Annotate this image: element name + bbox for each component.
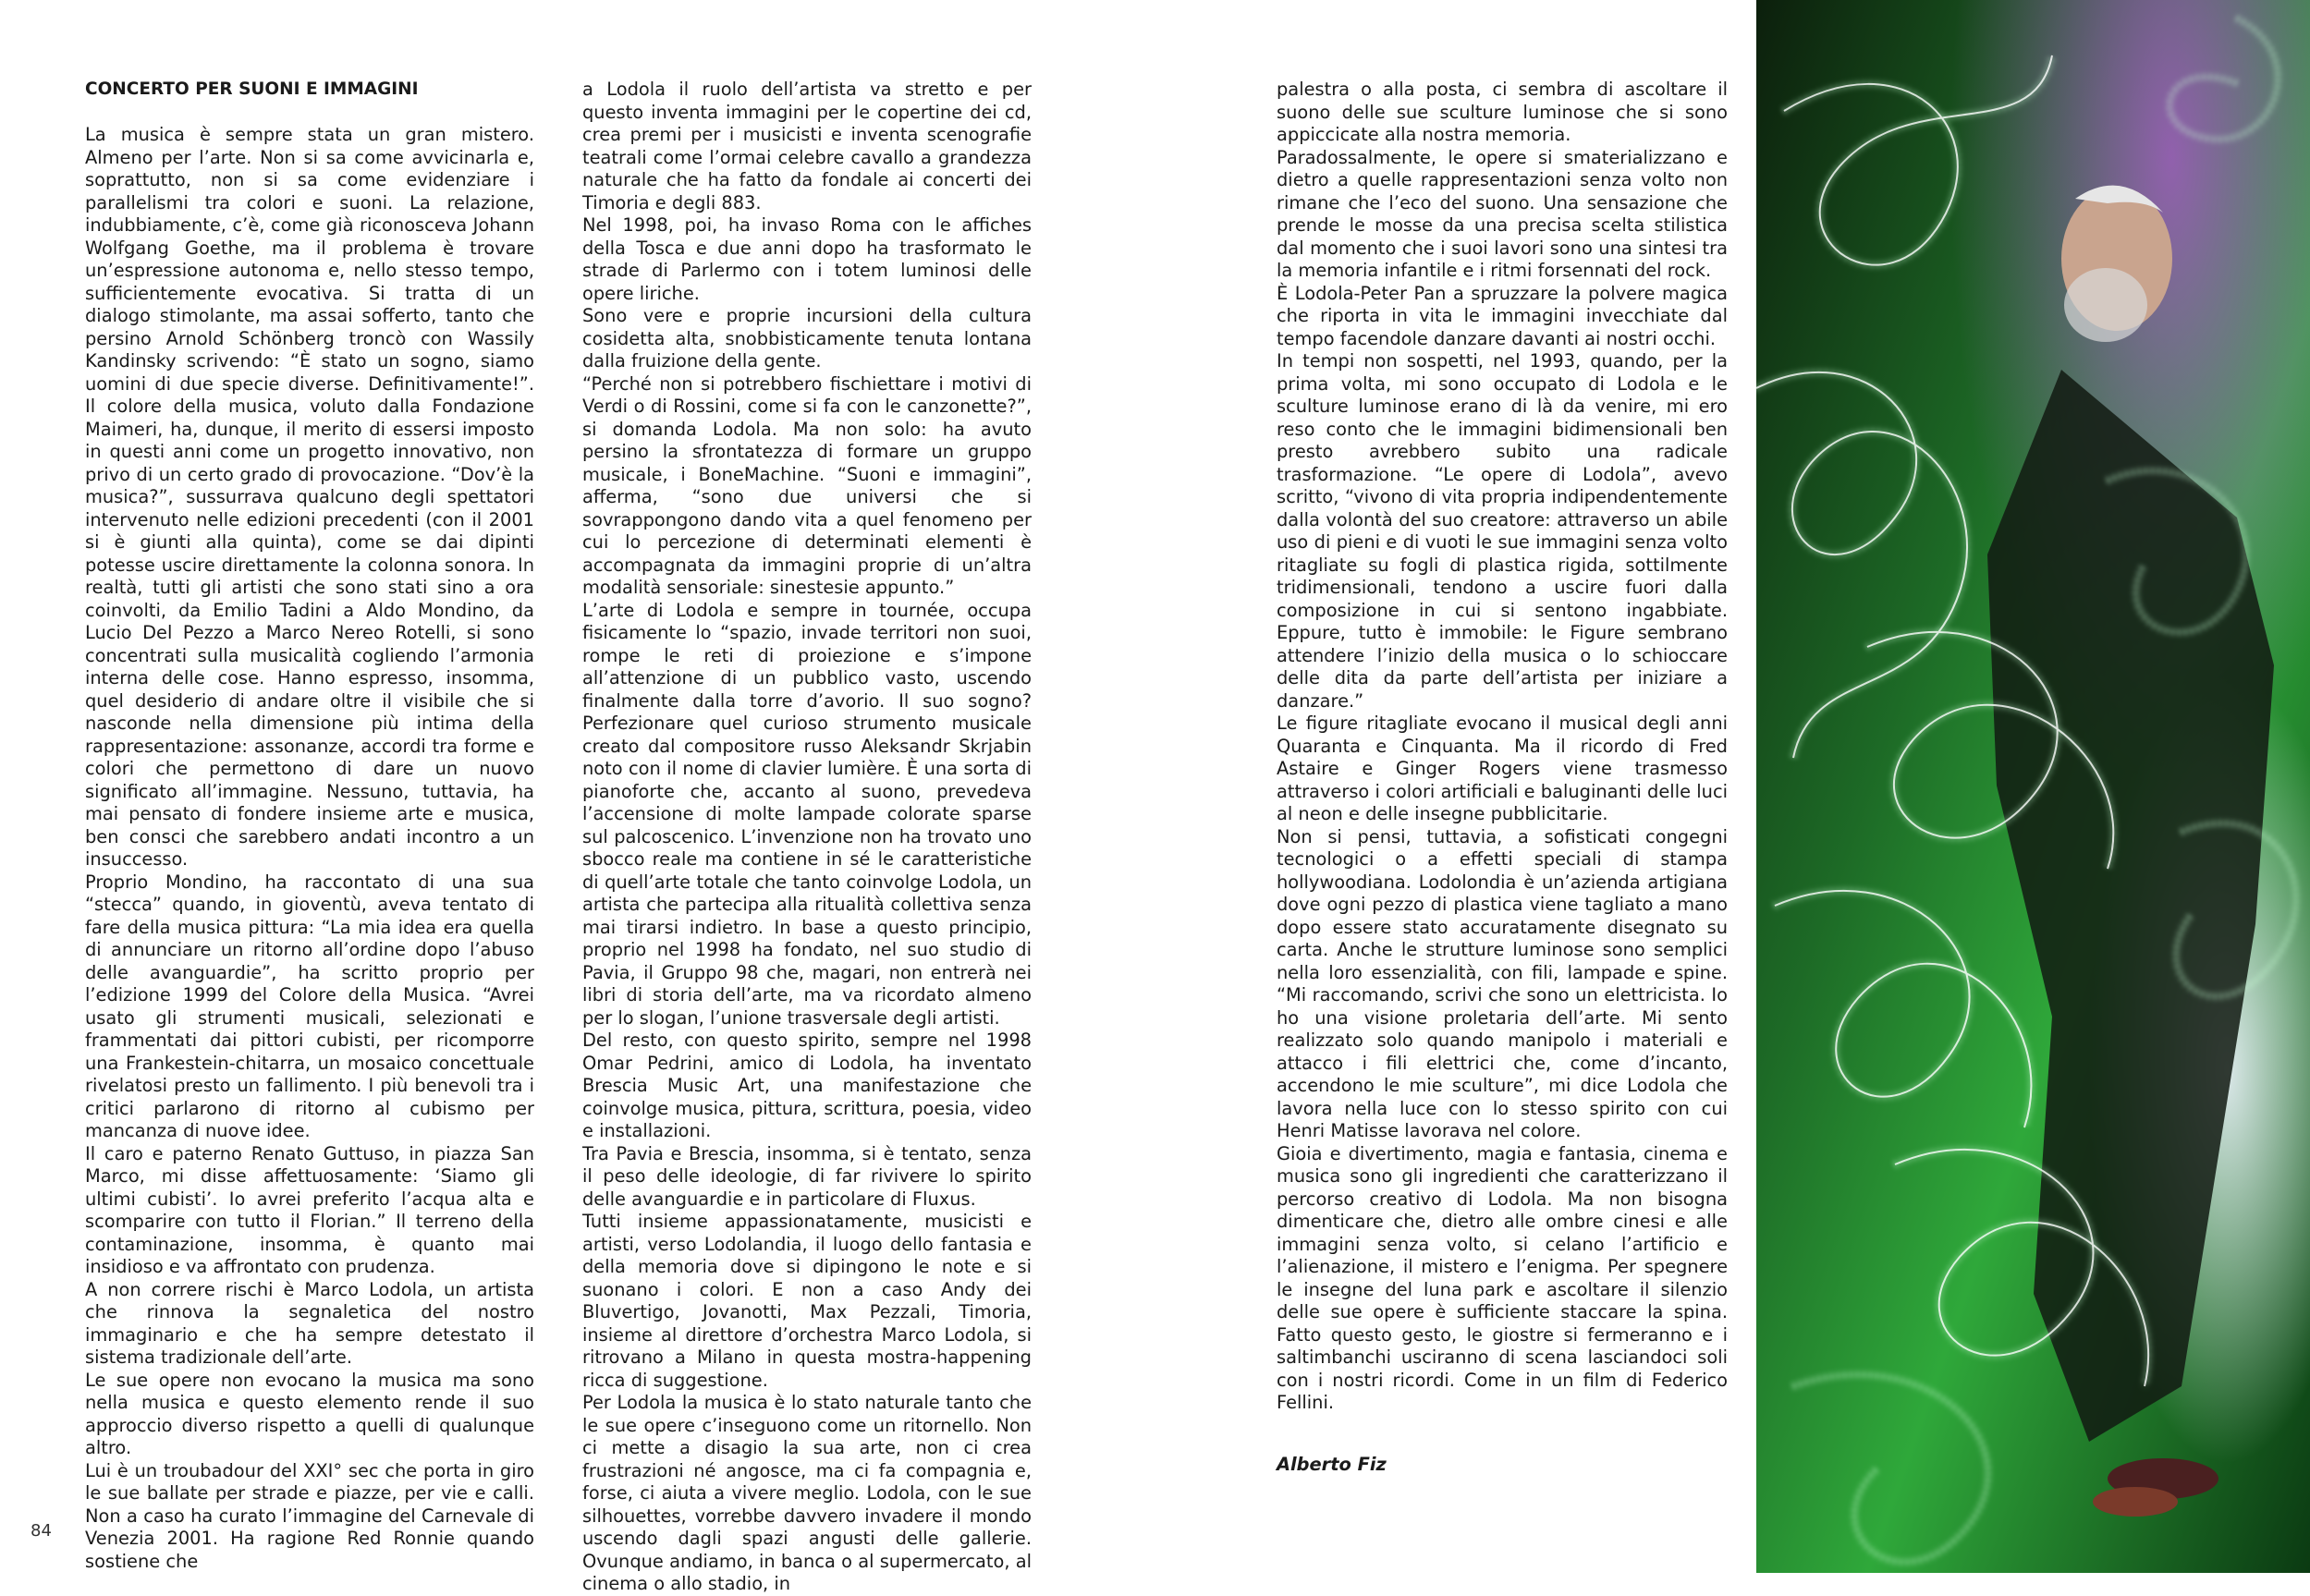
column-1-body bbox=[85, 124, 534, 1573]
text-column-1 bbox=[85, 79, 534, 1573]
paragraph: Per Lodola la musica è lo stato naturale tanto che le sue opere c’inseguono come un ritornello. Non ci mette a disagio la sua arte, non ci crea frustrazioni né angosce, ma ci fa compagnia e, forse, ci aiuta a vivere meglio. Lodola, con le sue silhouettes, vorrebbe davvero invadere il mondo uscendo dagli spazi angusti delle gallerie. Ovunque andiamo, in banca o al supermercato, al cinema o allo stadio, in bbox=[582, 1392, 1032, 1594]
paragraph: Le sue opere non evocano la musica ma sono nella musica e questo elemento rende il suo approccio diverso rispetto a quelli di qualunque altro. bbox=[85, 1369, 534, 1458]
paragraph: Le figure ritagliate evocano il musical degli anni Quaranta e Cinquanta. Ma il ricordo di Fred Astaire e Ginger Rogers viene trasmesso attraverso i colori artificiali e baluginanti delle luci al neon e delle insegne pubblicitarie. bbox=[1277, 713, 1728, 824]
paragraph: Tra Pavia e Brescia, insomma, si è tentato, senza il peso delle ideologie, di far rivivere lo spirito delle avanguardie e in particolare di Fluxus. bbox=[582, 1142, 1032, 1210]
paragraph: palestra o alla posta, ci sembra di ascoltare il suono delle sue sculture luminose che si sono appiccicate alla nostra memoria. bbox=[1277, 79, 1728, 145]
text-column-3 bbox=[1277, 79, 1728, 1476]
paragraph: Paradossalmente, le opere si smaterializzano e dietro a quelle rappresentazioni senza volto non rimane che l’eco del suono. Una sensazione che prende le mosse da una precisa scelta stilistica dal momento che i suoi lavori sono una sintesi tra la memoria infantile e i ritmi forsennati del rock. bbox=[1277, 146, 1728, 281]
paragraph: Lui è un troubadour del XXI° sec che porta in giro le sue ballate per strade e piazze, per vie e calli. Non a caso ha curato l’immagine del Carnevale di Venezia 2001. Ha ragione Red Ronnie quando sostiene che bbox=[85, 1459, 534, 1572]
paragraph: Proprio Mondino, ha raccontato di una sua “stecca” quando, in gioventù, aveva tentato di fare della musica pittura: “La mia idea era quella di annunciare un ritorno all’ordine dopo l’abuso delle avanguardie”, ha scritto proprio per l’edizione 1999 del Colore della Musica. “Avrei usato gli strumenti musicali, selezionati e frammentati dai pittori cubisti, per ricomporre una Frankestein-chitarra, un mosaico concettuale rivelatosi presto un fallimento. I più benevoli tra i critici parlarono di ritorno al cubismo per mancanza di nuove idee. bbox=[85, 871, 534, 1141]
paragraph: Gioia e divertimento, magia e fantasia, cinema e musica sono gli ingredienti che caratterizzano il percorso creativo di Lodola. Ma non bisogna dimenticare che, dietro alle ombre cinesi e alle immagini senza volto, si celano l’artificio e l’alienazione, il mistero e l’enigma. Per spegnere le insegne del luna park e ascoltare il silenzio delle sue opere è sufficiente staccare la spina. Fatto questo gesto, le giostre si fermeranno e i saltimbanchi usciranno di scena lasciandoci soli con i nostri ricordi. Come in un film di Federico Fellini. bbox=[1277, 1142, 1728, 1413]
paragraph: Non si pensi, tuttavia, a sofisticati congegni tecnologici o a effetti speciali di stampa hollywoodiana. Lodolondia è un’azienda artigiana dove ogni pezzo di plastica viene tagliato a mano dopo essere stato accuratamente disegnato su carta. Anche le strutture luminose sono semplici nella loro essenzialità, con fili, lampade e spine. “Mi raccomando, scrivi che sono un elettricista. Io ho una visione proletaria dell’arte. Mi sento realizzato solo quando manipolo i materiali e attacco i fili elettrici che, come d’incanto, accendono le mie sculture”, mi dice Lodola che lavora nella luce con lo stesso spirito con cui Henri Matisse lavorava nel colore. bbox=[1277, 825, 1728, 1141]
paragraph: L’arte di Lodola e sempre in tournée, occupa fisicamente lo “spazio, invade territori non suoi, rompe le reti di proiezione e s’impone all’attenzione di un pubblico vasto, uscendo finalmente dalla torre d’avorio. Il suo sogno? Perfezionare quel curioso strumento musicale creato dal compositore russo Aleksandr Skrjabin noto con il nome di clavier lumière. È una sorta di pianoforte che, accanto al suono, prevedeva l’accensione di molte lampade colorate sparse sul palcoscenico. L’invenzione non ha trovato uno sbocco reale ma contiene in sé le caratteristiche di quell’arte totale che tanto coinvolge Lodola, un artista che partecipa alla ritualità collettiva senza mai tirarsi indietro. In base a questo principio, proprio nel 1998 ha fondato, nel suo studio di Pavia, il Gruppo 98 che, magari, non entrerà nei libri di storia dell’arte, ma va ricordato almeno per lo slogan, l’unione trasversale degli artisti. bbox=[582, 599, 1032, 1029]
text-column-2 bbox=[582, 79, 1032, 1596]
paragraph: È Lodola-Peter Pan a spruzzare la polvere magica che riporta in vita le immagini invecchiate dal tempo facendole danzare davanti ai nostri occhi. bbox=[1277, 282, 1728, 349]
paragraph: Il caro e paterno Renato Guttuso, in piazza San Marco, mi disse affettuosamente: ‘Siamo gli ultimi cubisti’. Io avrei preferito l’acqua alta e scomparire con tutto il Florian.” Il terreno della contaminazione, insomma, è quanto mai insidioso e va affrontato con prudenza. bbox=[85, 1142, 534, 1277]
paragraph: Sono vere e proprie incursioni della cultura cosidetta alta, snobbisticamente tenuta lontana dalla fruizione della gente. bbox=[582, 305, 1032, 372]
column-3-body bbox=[1277, 79, 1728, 1415]
paragraph: In tempi non sospetti, nel 1993, quando, per la prima volta, mi sono occupato di Lodola e le sculture luminose erano di là da venire, mi ero reso conto che le immagini bidimensionali ben presto avrebbero subito una radicale trasformazione. “Le opere di Lodola”, avevo scritto, “vivono di vita propria indipendentemente dalla volontà del suo creatore: attraverso un abile uso di pieni e di vuoti le sue immagini senza volto ritagliate su fogli di plastica rigida, sottilmente tridimensionali, tendono a uscire fuori dalla composizione in cui si sentono ingabbiate. Eppure, tutto è immobile: le Figure sembrano attendere l’inizio della musica o lo schioccare delle dita da parte dell’artista per iniziare a danzare.” bbox=[1277, 350, 1728, 712]
author-signature: Alberto Fiz bbox=[1277, 1453, 1387, 1475]
paragraph: Nel 1998, poi, ha invaso Roma con le affiches della Tosca e due anni dopo ha trasformato le strade di Parlermo con i totem luminosi delle opere liriche. bbox=[582, 214, 1032, 304]
paragraph: “Perché non si potrebbero fischiettare i motivi di Verdi o di Rossini, come si fa con le canzonette?”, si domanda Lodola. Ma non solo: ha avuto persino la sfrontatezza di formare un gruppo musicale, i BoneMachine. “Suoni e immagini”, afferma, “sono due universi che si sovrappongono dando vita a quel fenomeno per cui lo percezione di determinati elementi è accompagnata da immagini proprie di un’altra modalità sensoriale: sinestesie appunto.” bbox=[582, 372, 1032, 598]
page-number: 84 bbox=[31, 1521, 52, 1541]
paragraph: Tutti insieme appassionatamente, musicisti e artisti, verso Lodolandia, il luogo dello fantasia e della memoria dove si dipingono le note e si suonano i colori. E non a caso Andy dei Bluvertigo, Jovanotti, Max Pezzali, Timoria, insieme al direttore d’orchestra Marco Lodola, si ritrovano a Milano in questa mostra-happening ricca di suggestione. bbox=[582, 1211, 1032, 1391]
paragraph: A non correre rischi è Marco Lodola, un artista che rinnova la segnaletica del nostro immaginario e che ha sempre detestato il sistema tradizionale dell’arte. bbox=[85, 1278, 534, 1368]
paragraph: a Lodola il ruolo dell’artista va stretto e per questo inventa immagini per le copertine dei cd, crea premi per i musicisti e inventa scenografie teatrali come l’ormai celebre cavallo a grandezza naturale che ha fatto da fondale ai concerti dei Timoria e degli 883. bbox=[582, 79, 1032, 213]
paragraph: La musica è sempre stata un gran mistero. Almeno per l’arte. Non si sa come avvicinarla e, soprattutto, non si sa come evidenziare i parallelismi tra colori e suoni. La relazione, indubbiamente, c’è, come già riconosceva Johann Wolfgang Goethe, ma il problema è trovare un’espressione autonoma e, nello stesso tempo, sufficientemente evocativa. Si tratta di un dialogo stimolante, ma assai sofferto, tanto che persino Arnold Schönberg troncò con Wassily Kandinsky scrivendo: “È stato un sogno, siamo uomini di due specie diverse. Definitivamente!”. Il colore della musica, voluto dalla Fondazione Maimeri, ha, dunque, il merito di essersi imposto in questi anni come un progetto innovativo, non privo di un certo grado di provocazione. “Dov’è la musica?”, sussurrava qualcuno degli spettatori intervenuto nelle edizioni precedenti (con il 2001 si è giunti alla quinta), come se dai dipinti potesse uscire direttamente la colonna sonora. In realtà, tutti gli artisti che sono stati sino a ora coinvolti, da Emilio Tadini a Aldo Mondino, da Lucio Del Pezzo a Marco Nereo Rotelli, si sono concentrati sulla musicalità cogliendo l’armonia interna delle cose. Hanno espresso, insomma, quel desiderio di andare oltre il visibile che si nasconde nella dimensione più intima della rappresentazione: assonanze, accordi tra forme e colori che permettono di dare un nuovo significato all’immagine. Nessuno, tuttavia, ha mai pensato di fondere insieme arte e musica, ben consci che sarebbero andati incontro a un insuccesso. bbox=[85, 124, 534, 870]
artist-neon-photo bbox=[1756, 0, 2310, 1573]
column-2-body bbox=[582, 79, 1032, 1596]
article-heading: CONCERTO PER SUONI E IMMAGINI bbox=[85, 79, 419, 99]
paragraph: Del resto, con questo spirito, sempre nel 1998 Omar Pedrini, amico di Lodola, ha inventato Brescia Music Art, una manifestazione che coinvolge musica, pittura, scrittura, poesia, video e installazioni. bbox=[582, 1029, 1032, 1141]
